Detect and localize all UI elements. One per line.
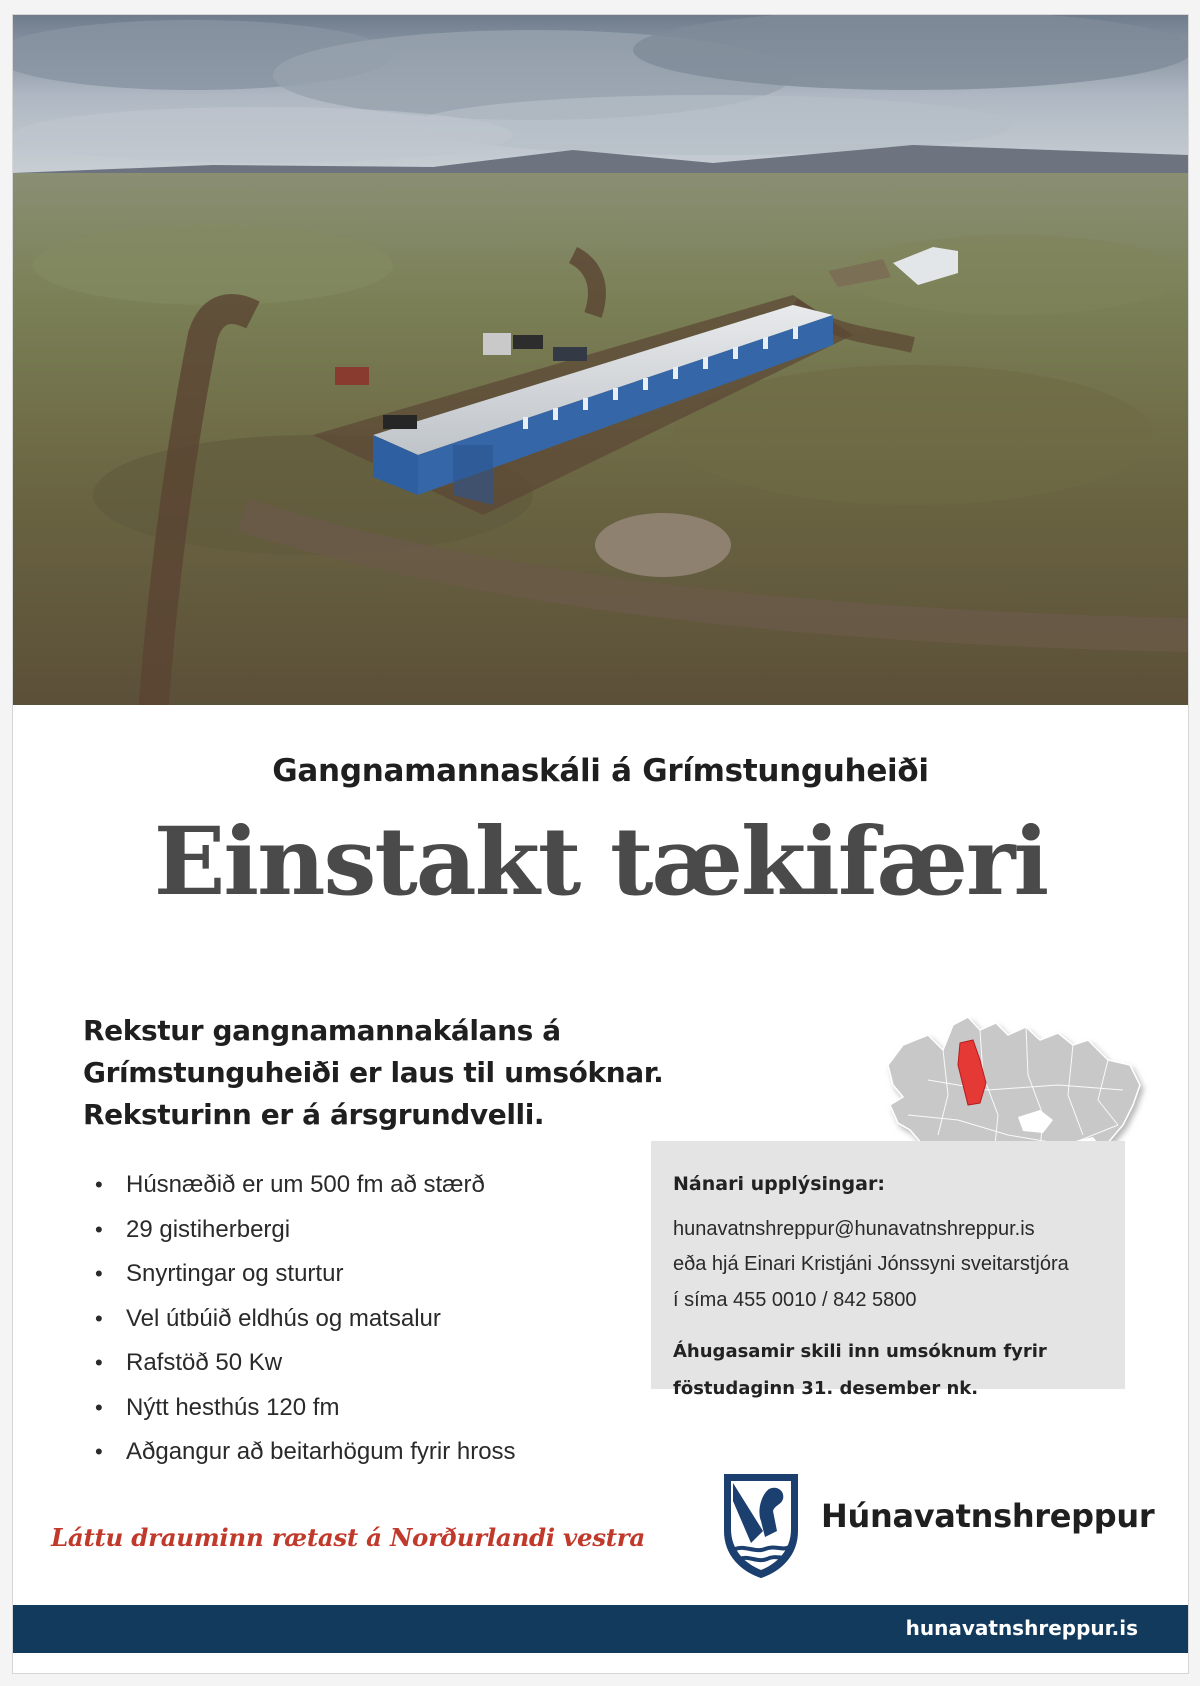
deadline-line: Áhugasamir skili inn umsóknum fyrir bbox=[673, 1341, 1047, 1362]
feature-item: • Vel útbúið eldhús og matsalur bbox=[93, 1297, 653, 1342]
footer-bar bbox=[13, 1605, 1188, 1653]
contact-person: eða hjá Einari Kristjáni Jónssyni sveitarstjóra bbox=[673, 1253, 1069, 1275]
info-box bbox=[651, 1141, 1125, 1399]
feature-item: • Snyrtingar og sturtur bbox=[93, 1252, 653, 1297]
feature-item: • Rafstöð 50 Kw bbox=[93, 1341, 653, 1386]
website-link[interactable]: hunavatnshreppur.is bbox=[905, 1616, 1138, 1640]
slogan: Láttu drauminn rætast á Norðurlandi vestra bbox=[51, 1523, 645, 1552]
aerial-photo bbox=[13, 15, 1188, 705]
contact-email-link[interactable]: hunavatnshreppur@hunavatnshreppur.is bbox=[673, 1218, 1035, 1240]
poster bbox=[12, 14, 1189, 1674]
intro-line: Grímstunguheiði er laus til umsóknar. bbox=[83, 1056, 664, 1089]
feature-list bbox=[93, 1163, 653, 1475]
page-subtitle: Gangnamannaskáli á Grímstunguheiði bbox=[272, 753, 929, 789]
intro-line: Reksturinn er á ársgrundvelli. bbox=[83, 1098, 545, 1131]
feature-item: • Nýtt hesthús 120 fm bbox=[93, 1386, 653, 1431]
feature-item: • 29 gistiherbergi bbox=[93, 1208, 653, 1253]
info-heading: Nánari upplýsingar: bbox=[673, 1173, 885, 1195]
organization-name: Húnavatnshreppur bbox=[821, 1497, 1155, 1535]
application-deadline bbox=[673, 1333, 1113, 1407]
feature-item: • Húsnæðið er um 500 fm að stærð bbox=[93, 1163, 653, 1208]
coat-of-arms-icon bbox=[721, 1471, 801, 1579]
contact-phone: í síma 455 0010 / 842 5800 bbox=[673, 1289, 917, 1311]
deadline-line: föstudaginn 31. desember nk. bbox=[673, 1378, 979, 1399]
intro-line: Rekstur gangnamannakálans á bbox=[83, 1014, 561, 1047]
intro-text bbox=[83, 1010, 723, 1136]
page-headline: Einstakt tækifæri bbox=[153, 807, 1048, 917]
feature-item: • Aðgangur að beitarhögum fyrir hross bbox=[93, 1430, 653, 1475]
